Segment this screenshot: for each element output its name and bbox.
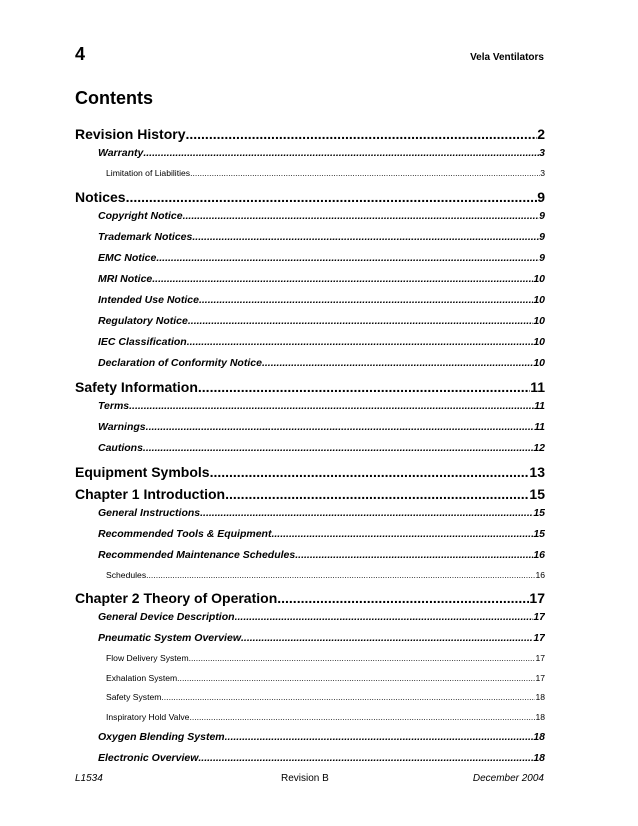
toc-entry[interactable]	[75, 294, 545, 315]
toc-entry-label: Recommended Maintenance Schedules	[98, 548, 296, 561]
toc-entry-page: 9	[539, 230, 545, 243]
toc-leader-dots	[198, 379, 530, 395]
toc-entry-page: 10	[533, 356, 545, 369]
toc-entry-label: Notices	[75, 188, 126, 205]
toc-entry[interactable]	[75, 147, 545, 168]
toc-entry-label: Exhalation System	[106, 672, 178, 683]
toc-entry-page: 17	[535, 653, 545, 663]
table-of-contents	[75, 125, 545, 773]
toc-entry-page: 9	[539, 209, 545, 222]
toc-entry[interactable]	[75, 570, 545, 590]
toc-entry[interactable]	[75, 611, 545, 632]
toc-entry[interactable]	[75, 463, 545, 485]
toc-entry[interactable]	[75, 188, 545, 210]
toc-leader-dots	[188, 315, 533, 327]
footer-revision: Revision B	[281, 773, 329, 784]
toc-entry[interactable]	[75, 731, 545, 752]
toc-entry-page: 10	[533, 335, 545, 348]
toc-entry[interactable]	[75, 528, 545, 549]
toc-entry-label: Safety Information	[75, 378, 198, 395]
toc-entry-page: 9	[539, 251, 545, 264]
toc-entry[interactable]	[75, 168, 545, 188]
toc-entry-label: Flow Delivery System	[106, 653, 189, 663]
toc-leader-dots	[235, 611, 534, 623]
toc-leader-dots	[225, 731, 534, 743]
toc-entry-page: 15	[529, 485, 545, 502]
toc-leader-dots	[126, 189, 538, 205]
toc-entry-label: Chapter 2 Theory of Operation	[75, 590, 278, 606]
toc-entry-page: 15	[533, 527, 545, 540]
toc-leader-dots	[183, 210, 540, 222]
toc-entry-label: EMC Notice	[98, 251, 157, 264]
toc-entry-page: 17	[535, 672, 545, 683]
toc-entry-label: IEC Classification	[98, 335, 187, 348]
toc-entry-label: Oxygen Blending System	[98, 731, 225, 743]
toc-entry-label: Copyright Notice	[98, 209, 183, 222]
toc-entry[interactable]	[75, 231, 545, 252]
toc-entry-page: 16	[535, 569, 545, 580]
toc-entry-page: 13	[529, 463, 545, 480]
toc-entry-label: General Instructions	[98, 506, 201, 519]
toc-entry[interactable]	[75, 210, 545, 231]
toc-entry[interactable]	[75, 589, 545, 611]
toc-leader-dots	[210, 464, 530, 480]
toc-leader-dots	[189, 653, 536, 663]
toc-leader-dots	[198, 752, 533, 764]
toc-leader-dots	[129, 400, 534, 412]
toc-entry-label: Electronic Overview	[98, 752, 199, 764]
toc-leader-dots	[192, 231, 539, 243]
footer-date: December 2004	[472, 773, 544, 784]
toc-entry-label: Recommended Tools & Equipment	[98, 527, 272, 540]
toc-entry[interactable]	[75, 336, 545, 357]
toc-entry[interactable]	[75, 378, 545, 400]
toc-leader-dots	[143, 147, 539, 159]
toc-entry-page: 10	[533, 314, 545, 327]
toc-entry[interactable]	[75, 632, 545, 653]
toc-entry-label: Schedules	[106, 569, 147, 580]
toc-leader-dots	[295, 549, 533, 561]
toc-entry-label: Intended Use Notice	[98, 293, 199, 306]
toc-entry-page: 18	[535, 692, 545, 702]
toc-entry-page: 10	[533, 272, 545, 285]
toc-entry-page: 12	[533, 441, 545, 454]
toc-entry-page: 17	[529, 590, 545, 606]
toc-leader-dots	[199, 294, 533, 306]
toc-entry-page: 2	[537, 126, 545, 142]
toc-entry[interactable]	[75, 400, 545, 421]
toc-entry[interactable]	[75, 507, 545, 528]
toc-entry[interactable]	[75, 549, 545, 570]
toc-entry-label: Warnings	[98, 420, 146, 433]
toc-entry-page: 16	[533, 548, 545, 561]
toc-entry-page: 18	[533, 752, 545, 764]
toc-leader-dots	[152, 273, 533, 285]
toc-leader-dots	[146, 570, 535, 580]
toc-entry[interactable]	[75, 273, 545, 294]
toc-entry-label: Chapter 1 Introduction	[75, 485, 226, 502]
toc-entry[interactable]	[75, 692, 545, 712]
toc-entry-label: Limitation of Liabilities	[106, 168, 191, 178]
contents-title: Contents	[75, 88, 153, 108]
toc-leader-dots	[185, 126, 537, 142]
toc-entry-label: General Device Description	[98, 611, 235, 623]
toc-entry-page: 11	[534, 420, 545, 433]
toc-entry[interactable]	[75, 421, 545, 442]
toc-entry[interactable]	[75, 712, 545, 732]
toc-entry-label: Trademark Notices	[98, 230, 193, 243]
toc-entry-page: 18	[533, 731, 545, 743]
toc-entry[interactable]	[75, 485, 545, 507]
toc-entry[interactable]	[75, 252, 545, 273]
toc-entry[interactable]	[75, 752, 545, 773]
toc-leader-dots	[271, 528, 533, 540]
toc-entry-label: Warranty	[98, 147, 144, 159]
toc-entry[interactable]	[75, 653, 545, 673]
toc-leader-dots	[277, 590, 529, 606]
toc-entry-label: Cautions	[98, 441, 143, 454]
toc-leader-dots	[189, 712, 535, 722]
toc-entry[interactable]	[75, 673, 545, 693]
toc-entry-page: 15	[533, 506, 545, 519]
toc-entry-label: Equipment Symbols	[75, 463, 210, 480]
toc-entry[interactable]	[75, 125, 545, 147]
toc-entry[interactable]	[75, 315, 545, 336]
page-number: 4	[75, 44, 86, 64]
toc-entry-page: 11	[534, 399, 545, 412]
running-head: Vela Ventilators	[470, 52, 544, 63]
toc-entry[interactable]	[75, 442, 545, 463]
toc-leader-dots	[156, 252, 539, 264]
toc-entry-page: 11	[530, 378, 545, 395]
toc-entry-page: 18	[535, 711, 545, 722]
toc-entry-label: Terms	[98, 399, 130, 412]
toc-entry-page: 17	[533, 632, 545, 644]
toc-entry-page: 17	[533, 611, 545, 623]
toc-leader-dots	[225, 486, 529, 502]
toc-leader-dots	[146, 421, 534, 433]
toc-entry-label: MRI Notice	[98, 272, 153, 285]
toc-entry-label: Declaration of Conformity Notice	[98, 356, 262, 369]
toc-entry-label: Pneumatic System Overview	[98, 632, 241, 644]
toc-entry-page: 3	[539, 147, 545, 159]
toc-leader-dots	[143, 442, 533, 454]
toc-entry-label: Inspiratory Hold Valve	[106, 711, 190, 722]
toc-leader-dots	[241, 632, 533, 644]
toc-entry-label: Regulatory Notice	[98, 314, 188, 327]
toc-leader-dots	[161, 692, 535, 702]
toc-entry-page: 3	[540, 168, 545, 178]
toc-leader-dots	[262, 357, 533, 369]
toc-leader-dots	[190, 168, 540, 178]
toc-entry-page: 10	[533, 293, 545, 306]
toc-entry[interactable]	[75, 357, 545, 378]
footer-doc-id: L1534	[75, 773, 103, 784]
toc-entry-label: Safety System	[106, 692, 162, 702]
toc-leader-dots	[187, 336, 534, 348]
toc-leader-dots	[200, 507, 533, 519]
toc-entry-label: Revision History	[75, 126, 186, 142]
toc-entry-page: 9	[537, 188, 545, 205]
toc-leader-dots	[177, 673, 535, 683]
